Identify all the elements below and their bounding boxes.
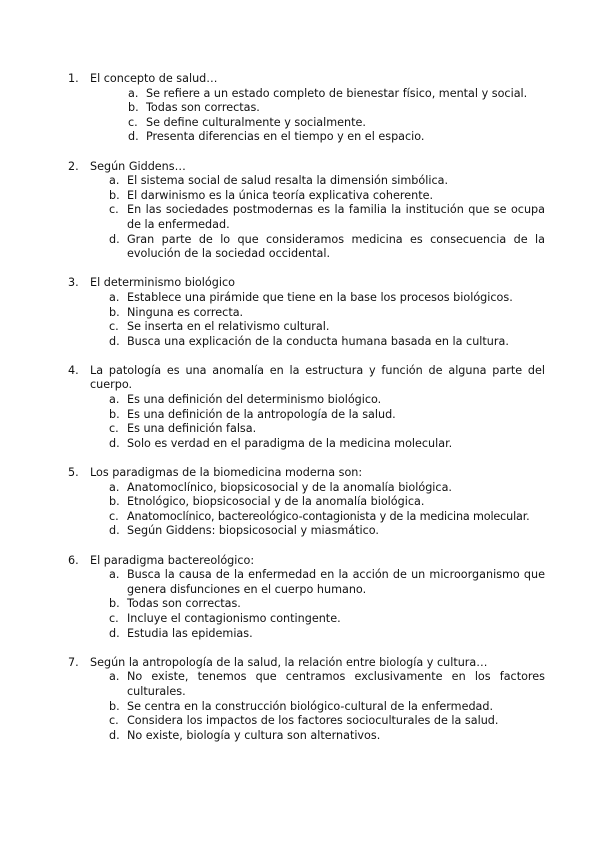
option-letter: d. [109,334,120,348]
option-text: En las sociedades postmodernas es la familia la institución que se ocupa de la enfermedad. [127,203,545,231]
option-c [109,510,600,525]
option-letter: c. [109,714,119,728]
option-d [109,335,600,350]
option-d [109,437,600,452]
option-list [0,670,600,743]
option-letter: b. [109,407,120,421]
option-c [109,320,600,335]
option-text: Se refiere a un estado completo de bienestar físico, mental y social. [146,86,528,100]
question-line [0,72,600,87]
option-letter: a. [109,670,120,684]
question-text: El paradigma bactereológico: [90,553,255,567]
question-number: 5. [68,466,79,480]
option-text: El darwinismo es la única teoría explicativa coherente. [127,188,434,202]
question-number: 3. [68,276,79,290]
option-letter: c. [109,203,119,217]
option-list [0,174,600,262]
option-letter: a. [109,568,120,582]
question-line [0,364,600,393]
option-text: Considera los impactos de los factores socioculturales de la salud. [127,714,499,728]
option-text: Anatomoclínico, bactereológico-contagionista y de la medicina molecular. [127,509,530,523]
option-a [109,568,600,597]
option-c [109,203,600,232]
option-letter: b. [128,101,139,115]
option-text: Es una definición de la antropología de la salud. [127,407,396,421]
question-text: Según la antropología de la salud, la relación entre biología y cultura… [90,655,488,669]
option-b [109,495,600,510]
question-1 [0,72,600,145]
option-text: Solo es verdad en el paradigma de la medicina molecular. [127,436,453,450]
option-letter: d. [109,626,120,640]
question-text: Según Giddens… [90,159,186,173]
option-text: Se centra en la construcción biológico-cultural de la enfermedad. [127,699,494,713]
option-c [128,116,600,131]
option-text: Estudia las epidemias. [127,626,253,640]
question-text: La patología es una anomalía en la estructura y función de alguna parte del cuerpo. [90,363,545,392]
option-letter: c. [128,115,138,129]
option-d [109,729,600,744]
question-line [0,276,600,291]
option-text: Busca una explicación de la conducta humana basada en la cultura. [127,334,509,348]
question-line [0,554,600,569]
option-text: Presenta diferencias en el tiempo y en el espacio. [146,130,425,144]
question-number: 7. [68,655,79,669]
option-list [0,291,600,349]
option-c [109,714,600,729]
option-letter: a. [109,480,120,494]
option-a [109,174,600,189]
option-text: Es una definición del determinismo biológico. [127,393,382,407]
option-d [109,233,600,262]
option-b [109,597,600,612]
option-letter: a. [109,174,120,188]
option-letter: d. [109,524,120,538]
option-text: No existe, biología y cultura son alternativos. [127,728,381,742]
option-a [128,87,600,102]
option-d [109,524,600,539]
option-list [0,393,600,451]
option-letter: a. [109,393,120,407]
question-number: 2. [68,159,79,173]
option-letter: b. [109,597,120,611]
option-list [0,481,600,539]
option-text: No existe, tenemos que centramos exclusivamente en los factores culturales. [127,670,545,698]
option-text: El sistema social de salud resalta la dimensión simbólica. [127,174,449,188]
option-text: Se define culturalmente y socialmente. [146,115,366,129]
option-letter: c. [109,611,119,625]
option-text: Etnológico, biopsicosocial y de la anomalía biológica. [127,495,425,509]
option-letter: a. [128,86,139,100]
question-line [0,466,600,481]
option-letter: c. [109,422,119,436]
option-b [109,189,600,204]
option-letter: d. [109,728,120,742]
question-number: 4. [68,363,79,377]
option-text: Anatomoclínico, biopsicosocial y de la anomalía biológica. [127,480,452,494]
option-text: Busca la causa de la enfermedad en la acción de un microorganismo que genera disfunciones en el cuerpo humano. [127,568,545,596]
option-a [109,481,600,496]
option-letter: d. [109,232,120,246]
option-c [109,612,600,627]
option-letter: c. [109,509,119,523]
option-text: Todas son correctas. [127,597,241,611]
question-line [0,160,600,175]
question-text: Los paradigmas de la biomedicina moderna son: [90,466,363,480]
option-letter: b. [109,305,120,319]
option-text: Todas son correctas. [146,101,260,115]
option-letter: b. [109,495,120,509]
question-text: El concepto de salud… [90,72,218,85]
question-5 [0,466,600,539]
option-a [109,670,600,699]
option-text: Se inserta en el relativismo cultural. [127,320,330,334]
option-d [128,130,600,145]
option-list [0,87,600,145]
option-a [109,393,600,408]
option-letter: c. [109,320,119,334]
option-d [109,627,600,642]
question-2 [0,160,600,262]
question-7 [0,656,600,744]
option-letter: b. [109,188,120,202]
option-letter: a. [109,290,120,304]
question-6 [0,554,600,642]
option-text: Según Giddens: biopsicosocial y miasmático. [127,524,379,538]
option-b [128,101,600,116]
question-text: El determinismo biológico [90,276,235,290]
option-text: Gran parte de lo que consideramos medicina es consecuencia de la evolución de la sociedad occidental. [127,232,545,261]
document-page [0,72,600,758]
option-letter: d. [128,130,139,144]
option-letter: d. [109,436,120,450]
option-letter: b. [109,699,120,713]
option-a [109,291,600,306]
option-b [109,700,600,715]
question-line [0,656,600,671]
question-number: 6. [68,553,79,567]
option-text: Es una definición falsa. [127,422,257,436]
question-number: 1. [68,72,79,85]
question-4 [0,364,600,452]
option-list [0,568,600,641]
option-c [109,422,600,437]
option-text: Establece una pirámide que tiene en la base los procesos biológicos. [127,290,513,304]
option-text: Incluye el contagionismo contingente. [127,611,341,625]
option-b [109,408,600,423]
question-3 [0,276,600,349]
option-text: Ninguna es correcta. [127,305,244,319]
option-b [109,306,600,321]
